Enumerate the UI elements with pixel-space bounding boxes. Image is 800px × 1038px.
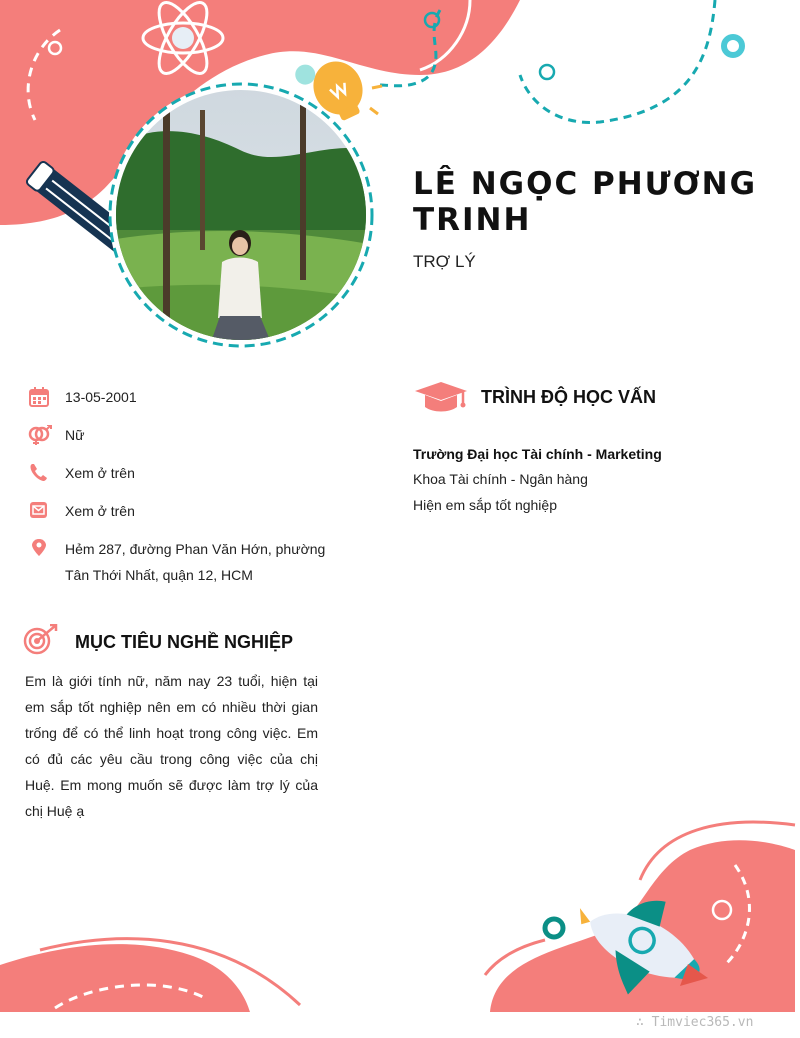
watermark: ∴ Timviec365.vn <box>636 1015 754 1030</box>
bottom-left-blob <box>0 944 250 1012</box>
job-title: TRỢ LÝ <box>413 252 476 271</box>
location-pin-icon <box>28 539 50 559</box>
email-icon <box>28 501 50 521</box>
gender-icon <box>28 425 50 445</box>
calendar-icon <box>28 387 50 407</box>
candidate-name: LÊ NGỌC PHƯƠNG TRINH <box>413 166 758 238</box>
graduation-cap-icon <box>413 380 469 414</box>
objective-title: MỤC TIÊU NGHỀ NGHIỆP <box>75 632 294 652</box>
faculty-name: Khoa Tài chính - Ngân hàng <box>413 471 588 487</box>
gender-text: Nữ <box>65 427 85 443</box>
teal-ring <box>724 37 742 55</box>
education-status: Hiện em sắp tốt nghiệp <box>413 497 557 513</box>
phone-icon <box>28 463 50 483</box>
target-icon <box>23 624 59 656</box>
dashed-curve-top-right <box>520 0 715 122</box>
address-text: Hẻm 287, đường Phan Văn Hớn, phường Tân Thới Nhất, quận 12, HCM <box>65 541 326 583</box>
phone-text: Xem ở trên <box>65 465 135 481</box>
school-name: Trường Đại học Tài chính - Marketing <box>413 446 662 462</box>
education-title: TRÌNH ĐỘ HỌC VẤN <box>481 387 656 407</box>
objective-text: Em là giới tính nữ, năm nay 23 tuổi, hiện tại em sắp tốt nghiệp nên em có nhiều thời gian trống để có thể linh hoạt trong công việc. Em có đủ các yêu cầu trong công việc của chị Huệ. Em mong muốn sẽ được làm trợ lý của chị Huệ ạ <box>25 673 318 819</box>
email-text: Xem ở trên <box>65 503 135 519</box>
birthday-text: 13-05-2001 <box>65 389 137 405</box>
